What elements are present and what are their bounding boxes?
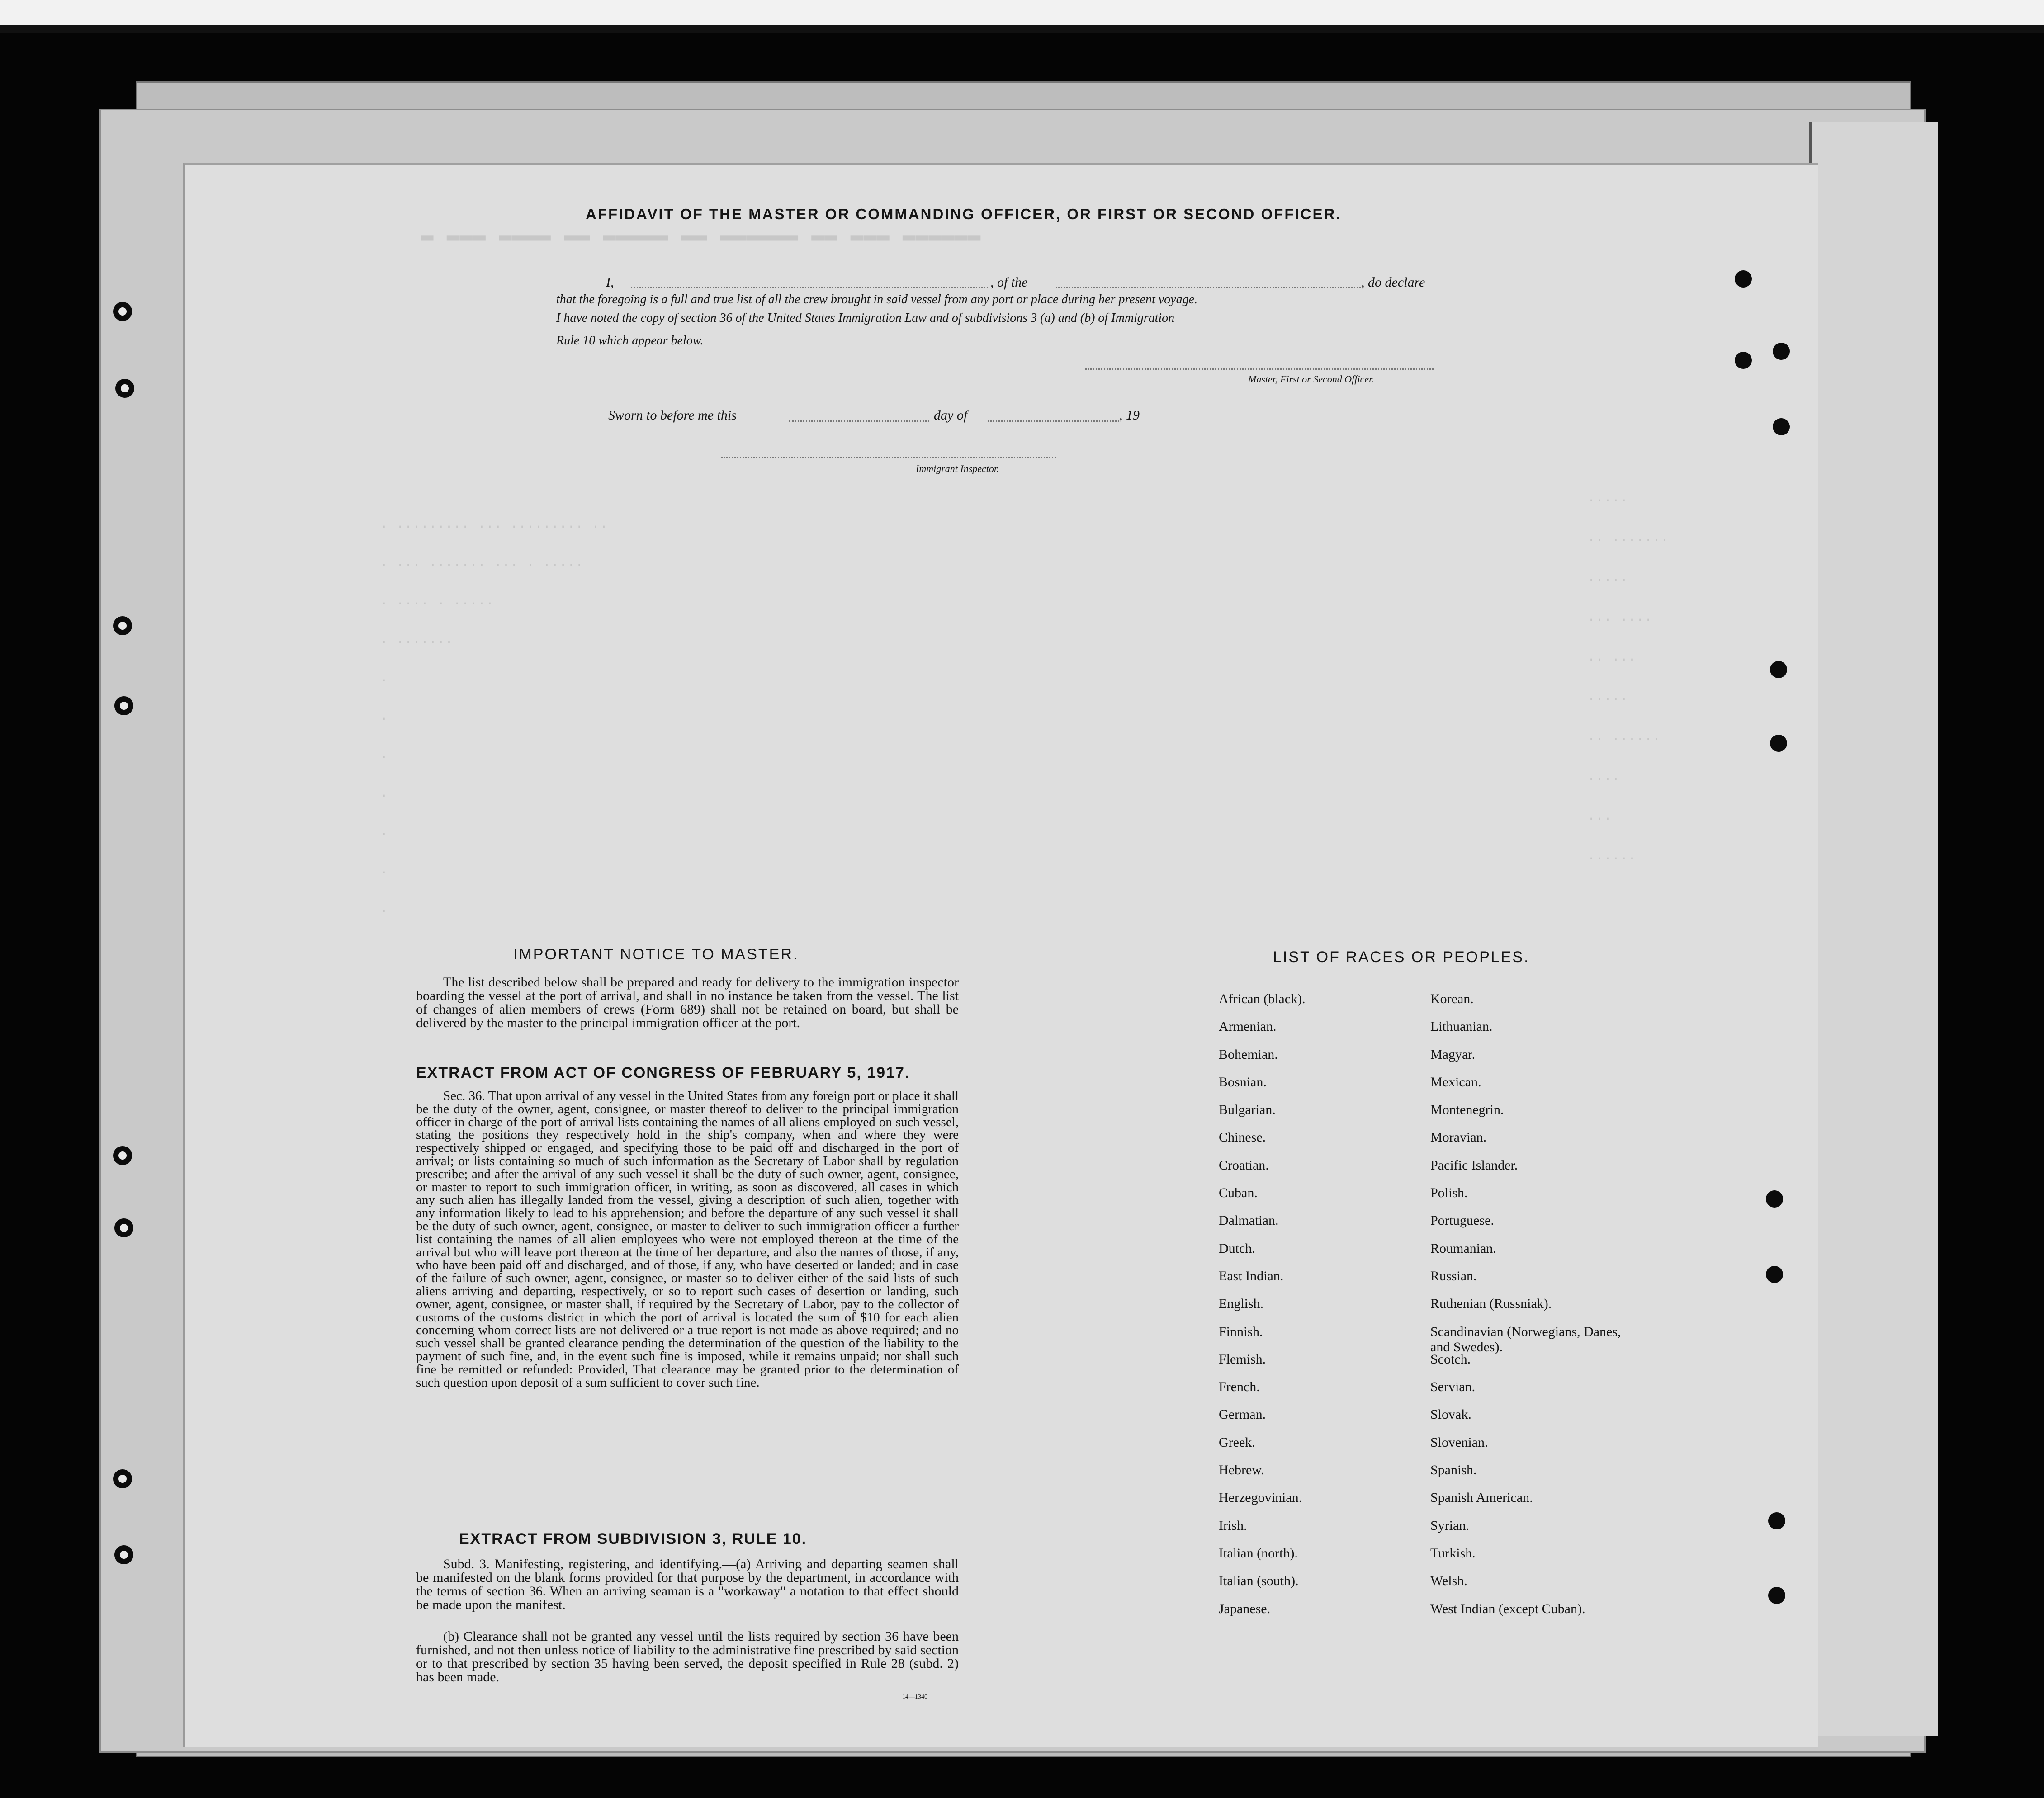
scan-top-strip bbox=[0, 0, 2044, 25]
race-item: Mexican. bbox=[1430, 1074, 1481, 1090]
punch-hole bbox=[1773, 418, 1790, 435]
bleed-through-rows: · ········· ··· ········· ·· · ··· ······· ··· · ····· · ···· · ····· · ······· · · · · · · · bbox=[380, 519, 608, 919]
affidavit-line1-of: , of the bbox=[990, 275, 1028, 290]
race-item: Irish. bbox=[1219, 1518, 1247, 1533]
inspector-signature-blank bbox=[721, 457, 1056, 458]
notice-text: The list described below shall be prepared and ready for delivery to the immigration inspector boarding the vessel at the port of arrival, and shall in no instance be taken from the vessel. The list of changes of alien members of crews (Form 689) shall not be retained on board, but shall be delivered by the master to the principal immigration officer at the port. bbox=[416, 975, 959, 1030]
race-item: Dalmatian. bbox=[1219, 1213, 1279, 1228]
punch-hole bbox=[114, 1218, 133, 1237]
race-item: Ruthenian (Russniak). bbox=[1430, 1296, 1552, 1312]
race-item: Magyar. bbox=[1430, 1047, 1476, 1062]
affidavit-line1-declare: , do declare bbox=[1361, 275, 1425, 290]
race-item: Chinese. bbox=[1219, 1130, 1266, 1145]
race-item: Roumanian. bbox=[1430, 1241, 1496, 1256]
race-item: Hebrew. bbox=[1219, 1463, 1264, 1478]
race-item: Servian. bbox=[1430, 1379, 1476, 1395]
punch-hole bbox=[113, 302, 132, 321]
punch-hole bbox=[1735, 352, 1752, 369]
race-item: Finnish. bbox=[1219, 1324, 1263, 1339]
punch-hole bbox=[113, 1146, 132, 1165]
punch-hole bbox=[114, 696, 133, 715]
master-label: Master, First or Second Officer. bbox=[1248, 373, 1374, 385]
race-item: Moravian. bbox=[1430, 1130, 1487, 1145]
race-item: West Indian (except Cuban). bbox=[1430, 1601, 1585, 1616]
punch-hole bbox=[1735, 270, 1752, 288]
race-item: Turkish. bbox=[1430, 1545, 1476, 1561]
race-item: English. bbox=[1219, 1296, 1264, 1312]
affidavit-line4: Rule 10 which appear below. bbox=[556, 334, 704, 348]
punch-hole bbox=[113, 1469, 132, 1488]
affidavit-line3: I have noted the copy of section 36 of the United States Immigration Law and of subdivisions 3 (a) and (b) of Immigration bbox=[556, 311, 1175, 325]
race-item: German. bbox=[1219, 1407, 1266, 1422]
punch-hole bbox=[1773, 343, 1790, 360]
punch-hole bbox=[1770, 735, 1787, 752]
punch-hole bbox=[114, 1545, 133, 1564]
punch-hole bbox=[115, 379, 134, 398]
race-item: Portuguese. bbox=[1430, 1213, 1494, 1228]
race-item: Armenian. bbox=[1219, 1019, 1277, 1034]
race-item: Bohemian. bbox=[1219, 1047, 1278, 1062]
race-item: French. bbox=[1219, 1379, 1260, 1395]
race-item: Dutch. bbox=[1219, 1241, 1255, 1256]
race-item: Lithuanian. bbox=[1430, 1019, 1493, 1034]
race-item: Italian (south). bbox=[1219, 1573, 1299, 1589]
race-item: Herzegovinian. bbox=[1219, 1490, 1302, 1505]
race-item: Croatian. bbox=[1219, 1157, 1269, 1173]
rule-text-a: Subd. 3. Manifesting, registering, and identifying.—(a) Arriving and departing seamen shall be manifested on the blank forms provided for that purpose by the department, in accordance with the terms of section 36. When an arriving seaman is a "workaway" a notation to that effect should be made upon the manifest. bbox=[416, 1557, 959, 1612]
sworn-month-blank bbox=[988, 420, 1119, 422]
rule-title: EXTRACT FROM SUBDIVISION 3, RULE 10. bbox=[459, 1530, 807, 1548]
paper-stack-edge bbox=[1809, 122, 1938, 1736]
race-item: Scandinavian (Norwegians, Danes, and Swedes). bbox=[1430, 1324, 1621, 1354]
name-blank bbox=[631, 287, 988, 288]
affidavit-line1-i: I, bbox=[606, 275, 614, 290]
race-item: Scotch. bbox=[1430, 1351, 1471, 1367]
race-item: Cuban. bbox=[1219, 1185, 1258, 1201]
punch-hole bbox=[1766, 1266, 1783, 1283]
punch-hole bbox=[1768, 1587, 1785, 1604]
vessel-blank bbox=[1056, 287, 1363, 288]
act-text: Sec. 36. That upon arrival of any vessel in the United States from any foreign port or place it shall be the duty of the owner, agent, consignee, or master thereof to deliver to the principal immigration officer in charge of the port of arrival lists containing the names of all aliens employed on such vessel, stating the positions they respectively hold in the ship's company, when and where they were respectively shipped or engaged, and specifying those to be paid off and discharged in the port of arrival; or lists containing so much of such information as the Secretary of Labor shall by regulation prescribe; and after the arrival of any such vessel it shall be the duty of such owner, agent, consignee, or master to report to such immigration officer, in writing, as soon as discovered, all cases in which any such alien has illegally landed from the vessel, giving a description of such alien, together with any information likely to lead to his apprehension; and before the departure of any such vessel it shall be the duty of such owner, agent, consignee, or master to deliver to such immigration officer a further list containing the names of all alien employees who were not employed thereon at the time of the arrival but who will leave port thereon at the time of her departure, and also the names of those, if any, who have been paid off and discharged, and of those, if any, who have deserted or landed; and in case of the failure of such owner, agent, consignee, or master so to deliver either of the said lists of such aliens arriving and departing, respectively, or so to report such cases of desertion or landing, such owner, agent, consignee, or master shall, if required by the Secretary of Labor, pay to the collector of customs of the customs district in which the port of arrival is located the sum of $10 for each alien concerning whom correct lists are not delivered or a true report is not made as above required; and no such vessel shall be granted clearance pending the determination of the question of the liability to the payment of such fine, and, in the event such fine is imposed, while it remains unpaid; nor shall such fine be remitted or refunded: Provided, That clearance may be granted prior to the determination of such question upon deposit of a sum sufficient to cover such fine. bbox=[416, 1089, 959, 1390]
race-item: Syrian. bbox=[1430, 1518, 1469, 1533]
race-item: Welsh. bbox=[1430, 1573, 1467, 1589]
rule-text-b: (b) Clearance shall not be granted any vessel until the lists required by section 36 have been furnished, and not then unless notice of liability to the administrative fine prescribed by said section or to that prescribed by section 35 having been served, the deposit specified in Rule 28 (subd. 2) has been made. bbox=[416, 1629, 959, 1685]
race-item: Montenegrin. bbox=[1430, 1102, 1504, 1118]
race-item: Pacific Islander. bbox=[1430, 1157, 1518, 1173]
race-item: Korean. bbox=[1430, 991, 1474, 1006]
race-item: East Indian. bbox=[1219, 1268, 1284, 1284]
day-of-text: day of bbox=[934, 408, 968, 423]
sworn-day-blank bbox=[789, 420, 929, 422]
affidavit-line2: that the foregoing is a full and true list of all the crew brought in said vessel from any port or place during her present voyage. bbox=[556, 293, 1198, 307]
punch-hole bbox=[113, 616, 132, 635]
sworn-text: Sworn to before me this bbox=[608, 408, 737, 423]
race-item: Spanish American. bbox=[1430, 1490, 1533, 1505]
punch-hole bbox=[1766, 1190, 1783, 1208]
race-item: Spanish. bbox=[1430, 1463, 1477, 1478]
race-item: Slovenian. bbox=[1430, 1435, 1488, 1450]
race-item: Polish. bbox=[1430, 1185, 1468, 1201]
punch-hole bbox=[1770, 661, 1787, 678]
act-title: EXTRACT FROM ACT OF CONGRESS OF FEBRUARY 5, 1917. bbox=[416, 1064, 910, 1081]
race-item: Slovak. bbox=[1430, 1407, 1471, 1422]
races-column-2 bbox=[1430, 991, 1702, 1629]
race-item: Flemish. bbox=[1219, 1351, 1266, 1367]
year-text: , 19 bbox=[1119, 408, 1140, 423]
races-title: LIST OF RACES OR PEOPLES. bbox=[1273, 949, 1530, 966]
race-item: Bosnian. bbox=[1219, 1074, 1267, 1090]
form-number: 14—1340 bbox=[902, 1694, 927, 1700]
race-item: Russian. bbox=[1430, 1268, 1477, 1284]
race-item: African (black). bbox=[1219, 991, 1306, 1006]
race-item: Japanese. bbox=[1219, 1601, 1271, 1616]
punch-hole bbox=[1768, 1512, 1785, 1529]
master-signature-blank bbox=[1085, 368, 1434, 370]
bleed-through-text: ▬ ▬▬▬ ▬▬▬▬ ▬▬ ▬▬▬▬▬ ▬▬ ▬▬▬▬▬▬ ▬▬ ▬▬▬ ▬▬▬▬▬▬ bbox=[421, 223, 981, 248]
race-item: Italian (north). bbox=[1219, 1545, 1298, 1561]
race-item: Bulgarian. bbox=[1219, 1102, 1276, 1118]
notice-title: IMPORTANT NOTICE TO MASTER. bbox=[513, 946, 799, 963]
inspector-label: Immigrant Inspector. bbox=[916, 463, 999, 474]
race-item: Greek. bbox=[1219, 1435, 1255, 1450]
bleed-through-right: ····· ·· ······· ····· ··· ···· ·· ··· ····· ·· ······ ···· ··· ······ bbox=[1587, 493, 1669, 867]
affidavit-title: AFFIDAVIT OF THE MASTER OR COMMANDING OFFICER, OR FIRST OR SECOND OFFICER. bbox=[586, 206, 1342, 222]
